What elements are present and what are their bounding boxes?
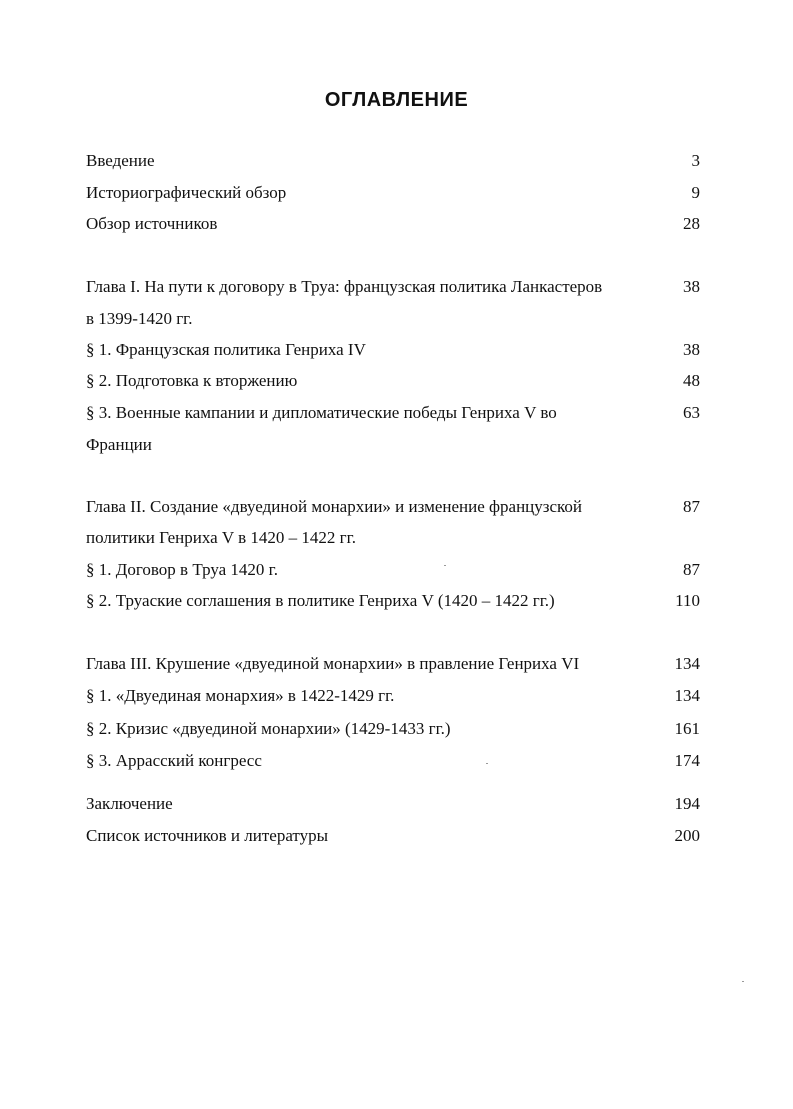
toc-entry-page: 87 (683, 560, 700, 579)
toc-entry-page: 174 (674, 751, 700, 770)
toc-entry-label: § 3. Военные кампании и дипломатические победы Генриха V во (86, 403, 557, 422)
toc-entry-label: § 1. Договор в Труа 1420 г. (86, 560, 278, 579)
scan-speck (742, 981, 744, 982)
toc-entry-continuation: в 1399-1420 гг. (86, 309, 193, 328)
toc-entry-page: 48 (683, 371, 700, 390)
toc-entry-page: 200 (674, 826, 700, 845)
toc-entry-page: 38 (683, 340, 700, 359)
toc-entry-label: Историографический обзор (86, 183, 287, 202)
toc-entry-page: 87 (683, 497, 700, 516)
toc-entry-label: § 3. Аррасский конгресс (86, 751, 262, 770)
toc-entry-label: § 2. Кризис «двуединой монархии» (1429-1433 гг.) (86, 719, 451, 738)
toc-entry-page: 134 (674, 686, 700, 705)
toc-entry-page: 3 (691, 151, 700, 170)
toc-entry-label: Глава I. На пути к договору в Труа: французская политика Ланкастеров (86, 277, 603, 296)
toc-entry-page: 28 (683, 214, 700, 233)
toc-entry-label: § 1. Французская политика Генриха IV (86, 340, 366, 359)
toc-entry-label: Обзор источников (86, 214, 218, 233)
toc-entry-continuation: Франции (86, 435, 152, 454)
toc-entry-label: Глава III. Крушение «двуединой монархии» в правление Генриха VI (86, 654, 580, 673)
toc-entry-label: § 2. Подготовка к вторжению (86, 371, 298, 390)
toc-entry-page: 194 (674, 794, 700, 813)
toc-entry-label: § 1. «Двуединая монархия» в 1422-1429 гг. (86, 686, 395, 705)
toc-entry-page: 63 (683, 403, 700, 422)
toc-entry-label: Список источников и литературы (86, 826, 329, 845)
toc-entry-page: 110 (675, 591, 700, 610)
toc-entry-label: Введение (86, 151, 155, 170)
toc-entry-label: § 2. Труаские соглашения в политике Генриха V (1420 – 1422 гг.) (86, 591, 555, 610)
toc-entry-label: Глава II. Создание «двуединой монархии» и изменение французской (86, 497, 583, 516)
scan-speck (486, 763, 488, 764)
toc-entry-continuation: политики Генриха V в 1420 – 1422 гг. (86, 528, 356, 547)
scan-speck (444, 565, 446, 566)
page-title: ОГЛАВЛЕНИЕ (324, 89, 469, 111)
toc-entry-page: 161 (674, 719, 700, 738)
toc-entry-page: 38 (683, 277, 700, 296)
toc-entry-page: 134 (674, 654, 700, 673)
toc-entry-page: 9 (691, 183, 700, 202)
toc-entry-label: Заключение (86, 794, 173, 813)
